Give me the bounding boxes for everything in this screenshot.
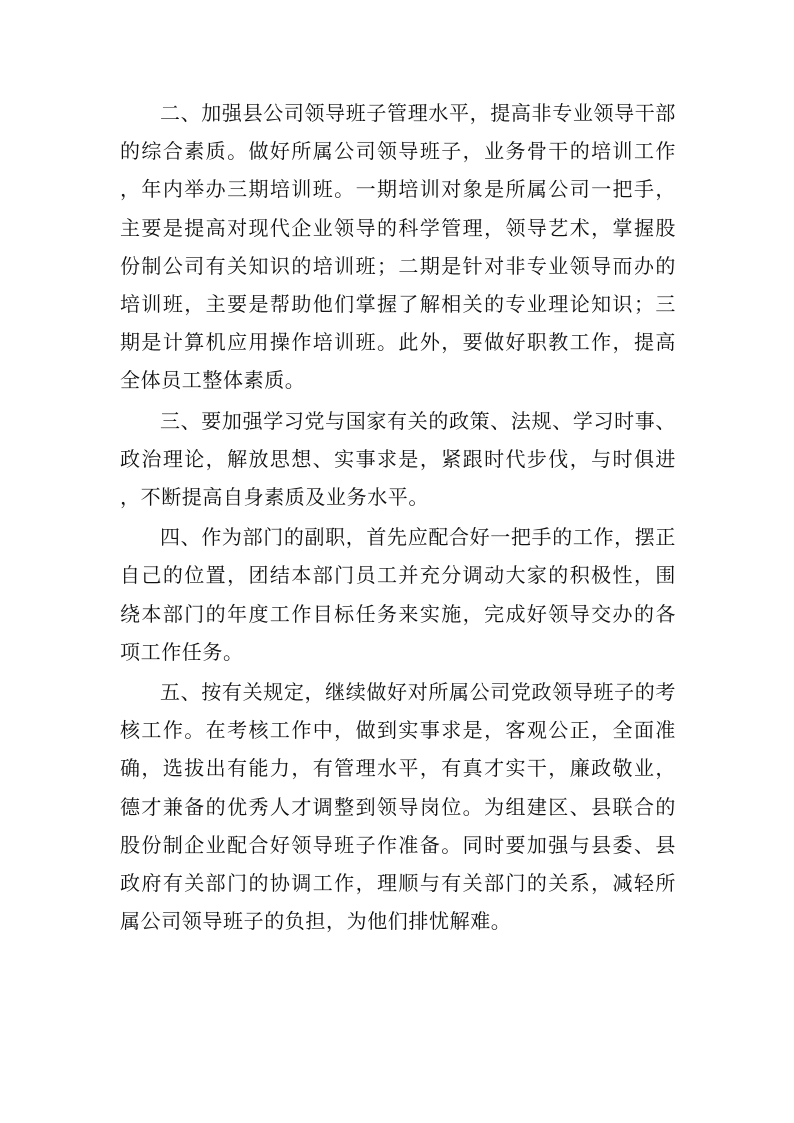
paragraph-5-assessment: 五、按有关规定，继续做好对所属公司党政领导班子的考核工作。在考核工作中，做到实事求是，客观公正，全面准确，选拔出有能力，有管理水平，有真才实干，廉政敬业，德才兼备的优秀人才调整到领导岗位。为组建区、县联合的股份制企业配合好领导班子作准备。同时要加强与县委、县政府有关部门的协调工作，理顺与有关部门的关系，减轻所属公司领导班子的负担，为他们排忧解难。 (120, 680, 676, 934)
paragraph-4-deputy-role: 四、作为部门的副职，首先应配合好一把手的工作，摆正自己的位置，团结本部门员工并充分调动大家的积极性，围绕本部门的年度工作目标任务来实施，完成好领导交办的各项工作任务。 (120, 525, 676, 664)
document-body (120, 94, 676, 940)
paragraph-2-management: 二、加强县公司领导班子管理水平，提高非专业领导干部的综合素质。做好所属公司领导班子，业务骨干的培训工作，年内举办三期培训班。一期培训对象是所属公司一把手，主要是提高对现代企业领导的科学管理，领导艺术，掌握股份制公司有关知识的培训班；二期是针对非专业领导而办的培训班，主要是帮助他们掌握了解相关的专业理论知识；三期是计算机应用操作培训班。此外，要做好职教工作，提高全体员工整体素质。 (120, 101, 676, 393)
paragraph-3-study: 三、要加强学习党与国家有关的政策、法规、学习时事、政治理论，解放思想、实事求是，紧跟时代步伐，与时俱进，不断提高自身素质及业务水平。 (120, 408, 676, 510)
